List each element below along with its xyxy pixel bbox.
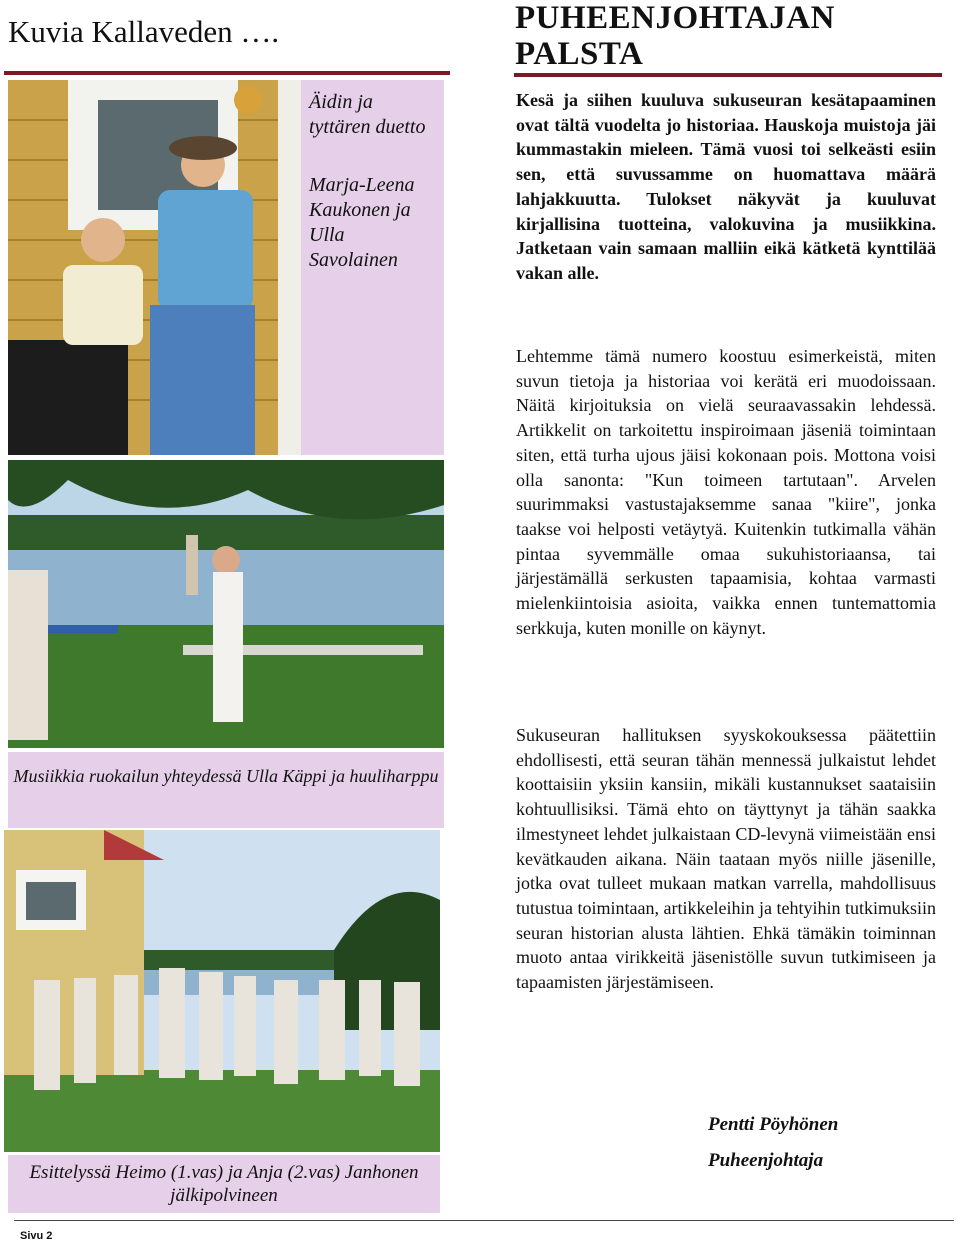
caption-duet [301,80,444,455]
article-title-rule [514,73,942,77]
left-title-rule [4,71,450,75]
footer-rule [14,1220,954,1221]
photo-group [4,830,440,1152]
caption-duet-line-6: Ulla [309,224,345,246]
article-title [515,0,835,72]
photo-lakeside [8,460,444,748]
caption-duet-line-5: Kaukonen ja [309,199,411,221]
article-paragraph-2: Lehtemme tämä numero koostuu esimerkeistä, miten suvun tietoja ja historiaa voi kerätä eri muodoissaan. Näitä kirjoituksia on vielä seuraavassakin lehdessä. Artikkelit on tarkoitettu inspiroimaan jäseniä toimintaan siten, että turha ujous jäisi kokonaan pois. Mottona voisi olla sanonta: "Kun toimeen tartutaan". Arvelen suurimmaksi vastustajaksemme sanaa "kiire", jonka taakse voi helposti vetäytyä. Kuitenkin tutkimalla vähän pintaa syvemmälle omaa sukuhistoriaansa, tai järjestämällä serkusten tapaamisia, kohtaa varmasti mielenkiintoisia asioita, vaikka ennen tuntemattomia serkkuja, kuten monille on käynyt. [516,346,936,638]
article-title-line-2: PALSTA [515,36,644,72]
caption-duet-line-2: tyttären duetto [309,116,426,138]
photo-duet [8,80,301,455]
article-paragraph-3: Sukuseuran hallituksen syyskokouksessa päätettiin ehdollisesti, että seuran tähän mennessä julkaistut lehdet koottaisiin yksiin kansiin, mikäli kustannukset saataisiin kohtuullisiksi. Tämä ehto on täyttynyt ja tähän saakka ilmestyneet lehdet julkaistaan CD-levynä viimeistään ensi kevätkauden aikana. Näin taataan myös niille jäsenille, jotka ovat tulleet mukaan matkan varrella, mahdollisuus tutustua toimintaan, artikkeleihin ja tehtyihin tutkimuksiin seuran historian alusta lähtien. Ehkä tämäkin toiminnan muoto antaa virikkeitä jäsenistölle suvun tutkimiseen ja tapaamisten järjestämiseen. [516,725,936,993]
caption-lakeside [8,752,444,828]
page-number: Sivu 2 [20,1230,53,1242]
article-title-line-1: PUHEENJOHTAJAN [515,0,835,36]
caption-lakeside-text: Musiikkia ruokailun yhteydessä Ulla Käppi ja huuliharppu [13,766,439,786]
caption-group [8,1155,440,1213]
left-column-title: Kuvia Kallaveden …. [8,14,280,49]
caption-duet-line-4: Marja-Leena [309,174,415,196]
signature-role: Puheenjohtaja [708,1150,824,1171]
caption-duet-line-7: Savolainen [309,249,398,271]
caption-group-text: Esittelyssä Heimo (1.vas) ja Anja (2.vas) Janhonen jälkipolvineen [29,1162,419,1206]
signature-name: Pentti Pöyhönen [708,1114,839,1135]
article-paragraph-1: Kesä ja siihen kuuluva sukuseuran kesätapaaminen ovat tältä vuodelta jo historiaa. Hauskoja muistoja jäi kummastakin mieleen. Tämä vuosi toi selkeästi esiin sen, että suvussamme on huomattava määrä lahjakkuutta. Tulokset näkyvät ja kuuluvat kirjallisina tuotteina, valokuvina ja musiikkina. Jatketaan vain samaan malliin eikä kätketä kynttilää vakan alle. [516,90,936,283]
caption-duet-line-1: Äidin ja [309,91,373,113]
